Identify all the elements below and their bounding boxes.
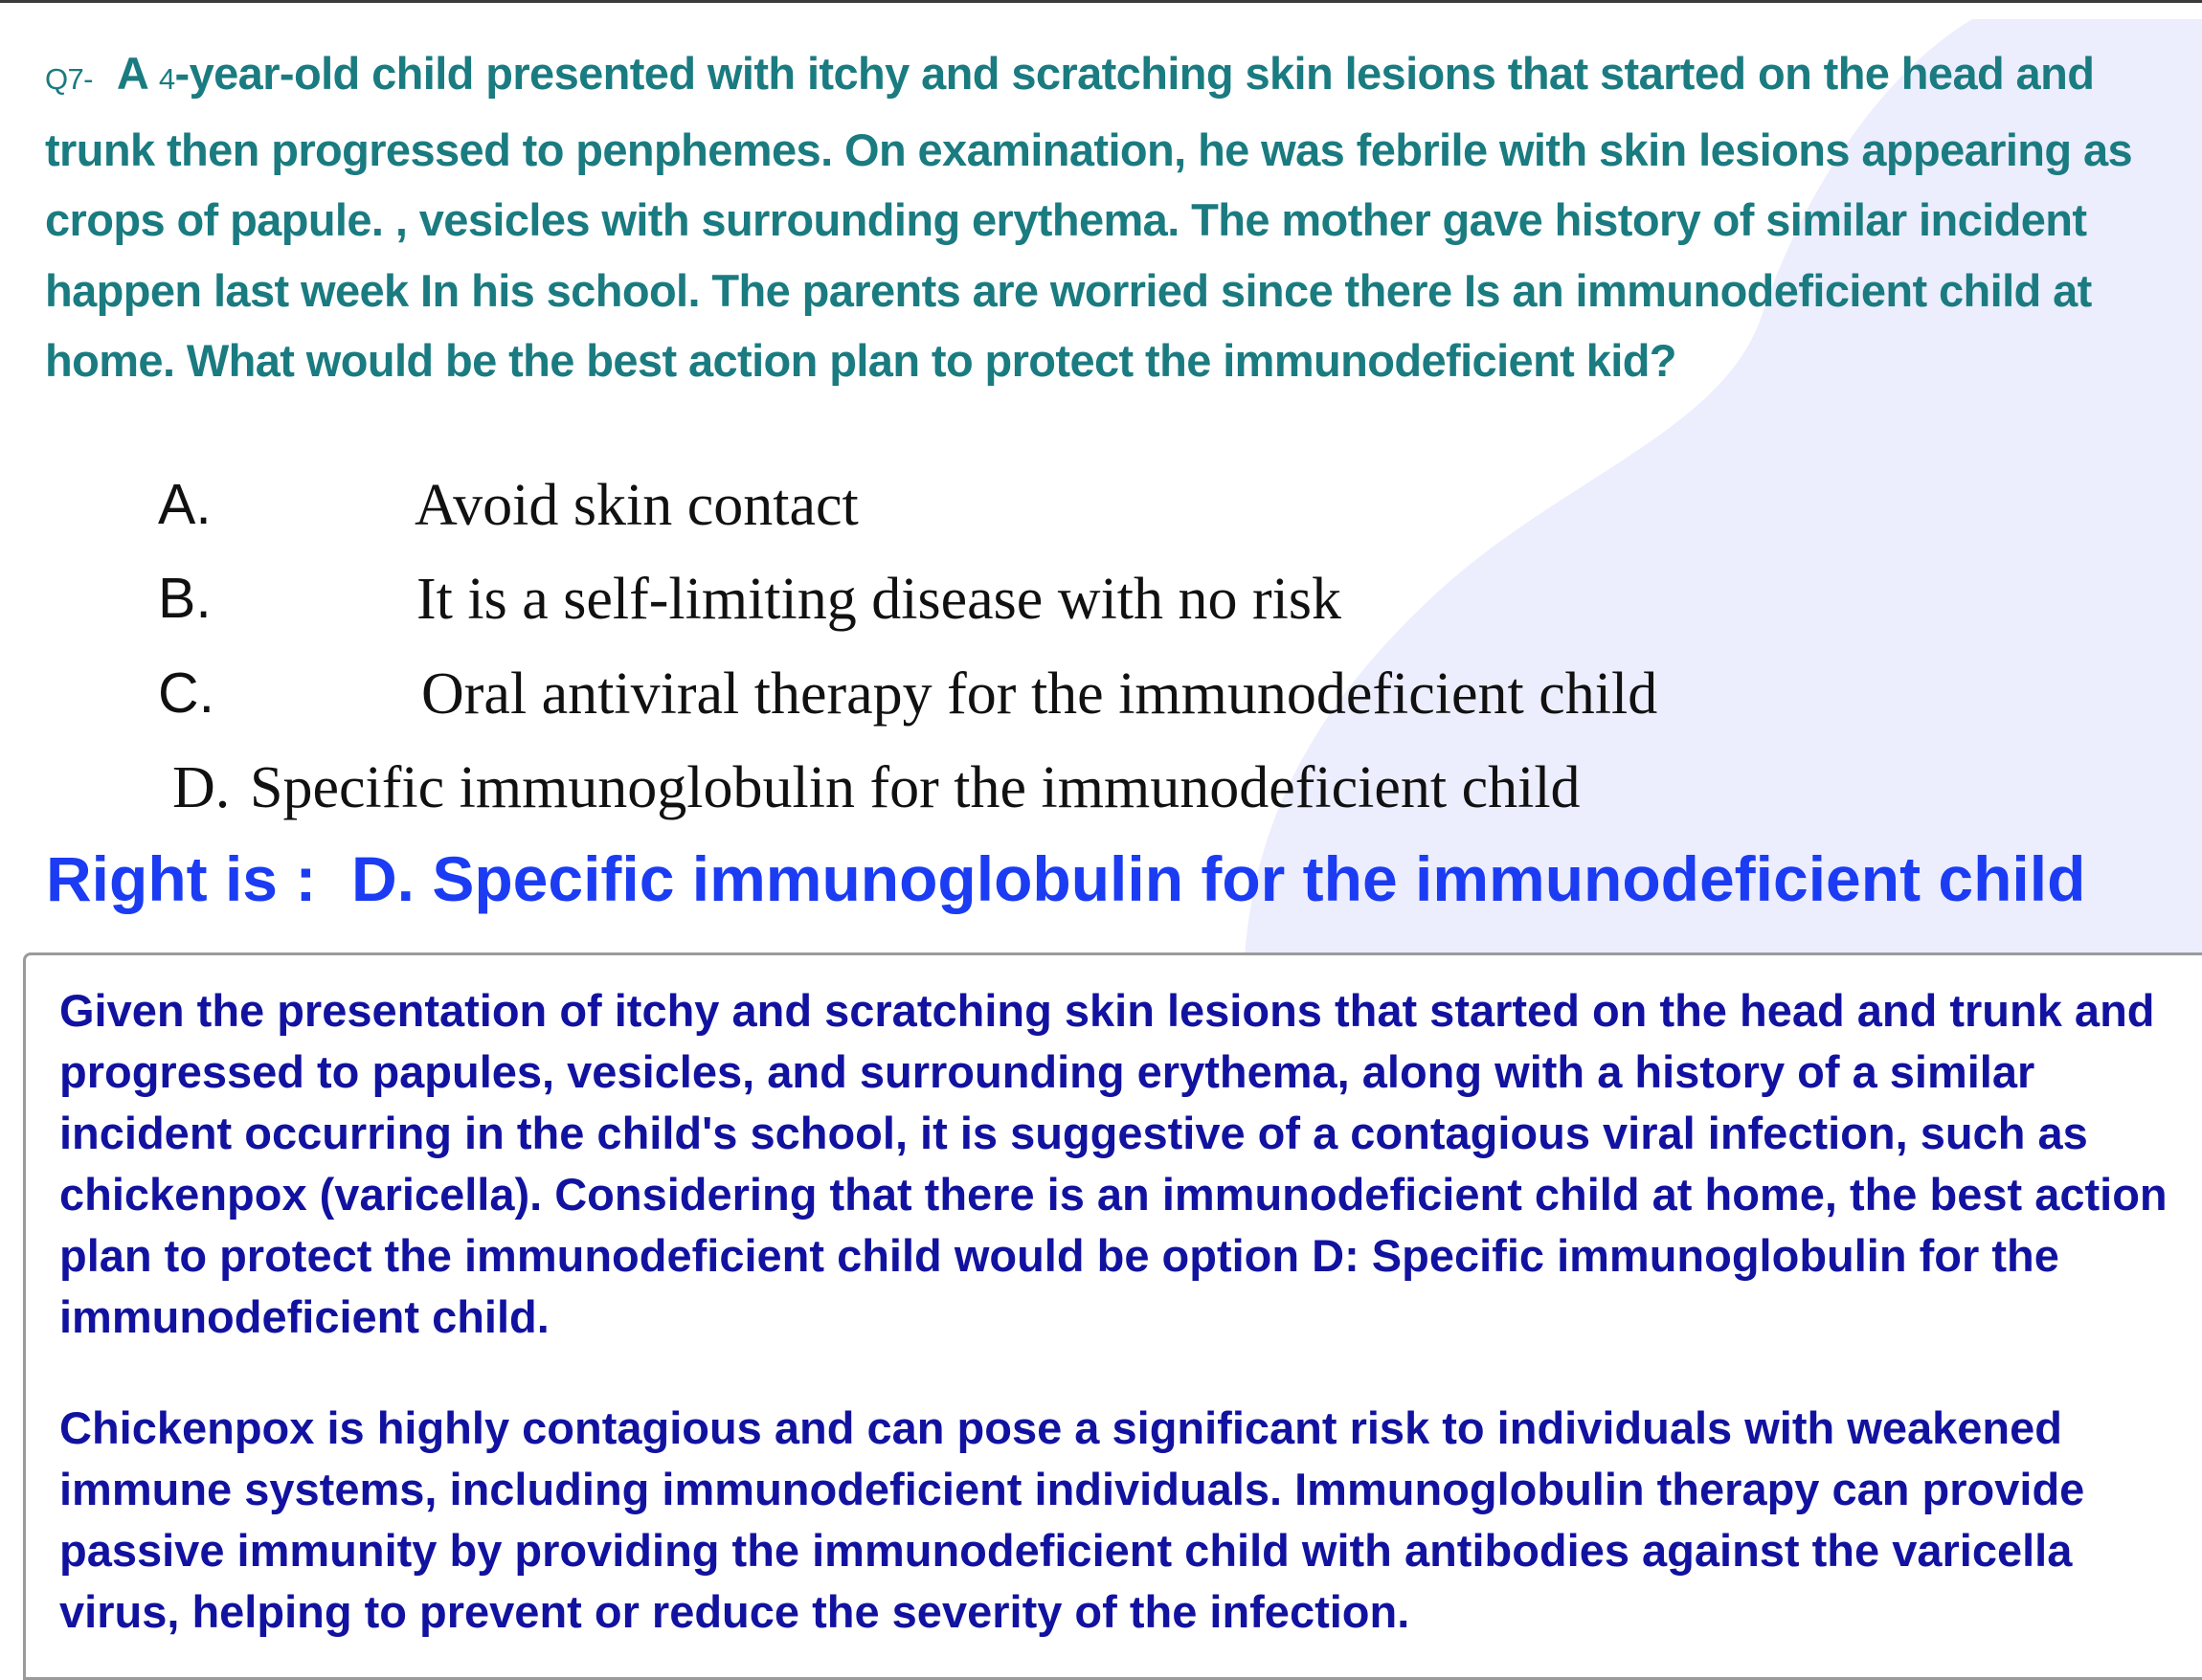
explanation-box xyxy=(23,952,2202,1680)
question-text xyxy=(45,38,2170,396)
question-number: Q7- xyxy=(45,62,93,96)
option-text: Avoid skin contact xyxy=(415,473,859,538)
question-body: -year-old child presented with itchy and scratching skin lesions that started on the head and trunk then progressed to penphemes. On examination, he was febrile with skin lesions appearing as crops of papule. , vesicles with surrounding erythema. The mother gave history of similar incident happen last week In his school. The parents are worried since there Is an immunodeficient child at home. What would be the best action plan to protect the immunodeficient kid? xyxy=(45,48,2133,386)
option-d[interactable] xyxy=(0,754,2202,831)
option-text: Specific immunoglobulin for the immunodeficient child xyxy=(250,755,1581,820)
option-text: Oral antiviral therapy for the immunodeficient child xyxy=(421,661,1658,727)
right-answer xyxy=(46,842,2085,915)
option-c[interactable] xyxy=(0,661,2202,737)
option-letter: B. xyxy=(158,567,212,630)
explanation-paragraph-1: Given the presentation of itchy and scratching skin lesions that started on the head and trunk and progressed to papules, vesicles, and surrounding erythema, along with a history of a similar incident occurring in the child's school, it is suggestive of a contagious viral infection, such as chickenpox (varicella). Considering that there is an immunodeficient child at home, the best action plan to protect the immunodeficient child would be option D: Specific immunoglobulin for the immunodeficient child. xyxy=(59,985,2168,1342)
right-answer-text: D. Specific immunoglobulin for the immunodeficient child xyxy=(351,843,2086,914)
explanation-paragraph-2: Chickenpox is highly contagious and can pose a significant risk to individuals with weakened immune systems, including immunodeficient individuals. Immunoglobulin therapy can provide passive immunity by providing the immunodeficient child with antibodies against the varicella virus, helping to prevent or reduce the severity of the infection. xyxy=(59,1402,2085,1637)
option-b[interactable] xyxy=(0,566,2202,642)
option-a[interactable] xyxy=(0,472,2202,549)
option-text: It is a self-limiting disease with no risk xyxy=(416,567,1342,632)
question-age-number: 4 xyxy=(158,62,175,96)
option-letter: C. xyxy=(158,661,214,725)
option-letter: D. xyxy=(172,755,231,820)
right-answer-label: Right is : xyxy=(46,843,317,914)
option-letter: A. xyxy=(158,473,212,536)
question-text-start: A xyxy=(116,48,147,99)
